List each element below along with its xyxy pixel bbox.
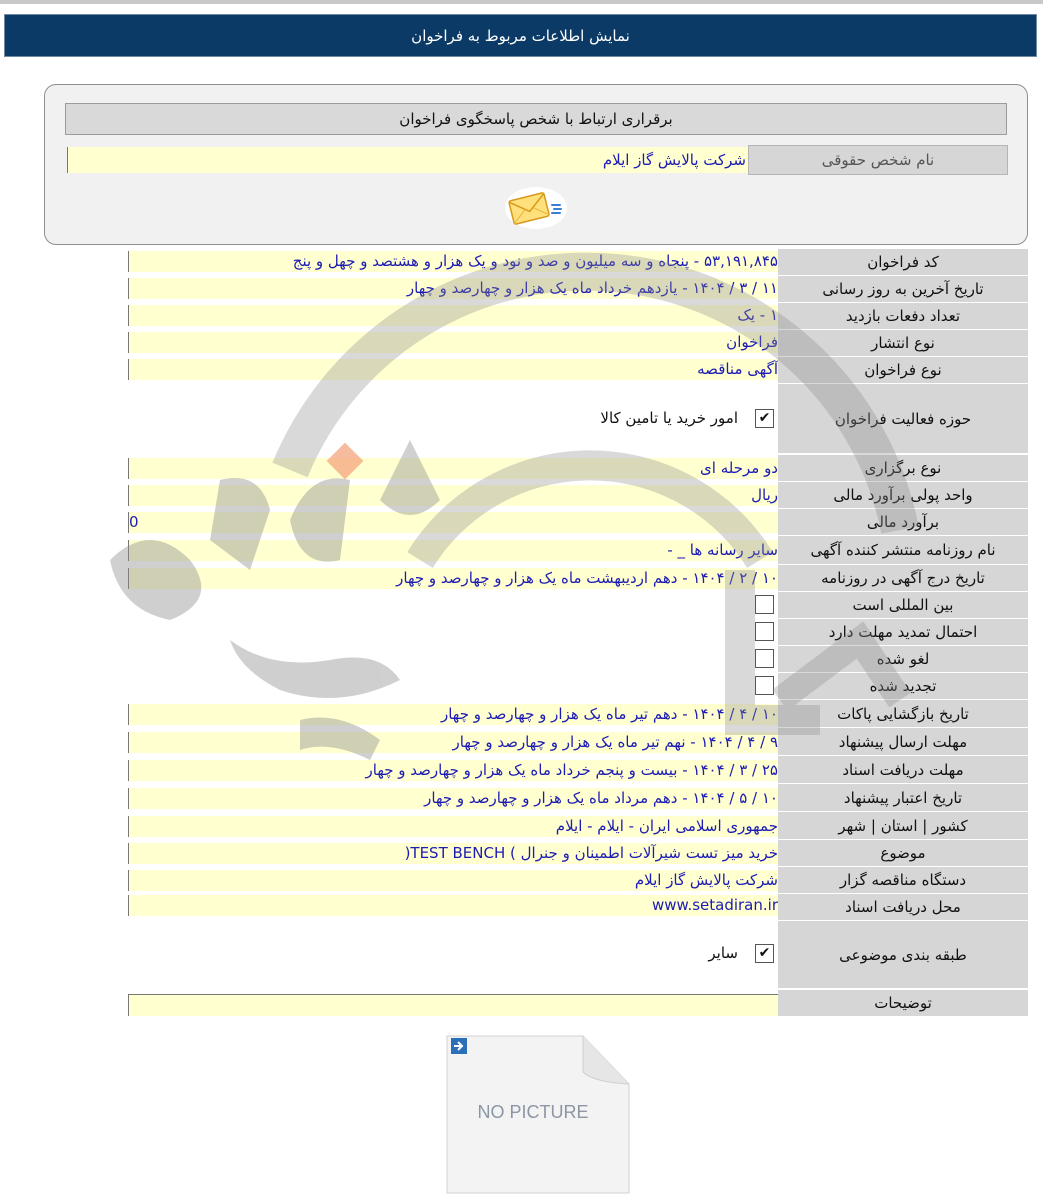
activity-checkbox[interactable]: ✔ [755, 409, 774, 428]
field-organizer [128, 867, 1028, 894]
page-header: نمایش اطلاعات مربوط به فراخوان [4, 14, 1037, 57]
field-value: 0 [128, 512, 778, 533]
field-updated [128, 276, 1028, 303]
field-value: شرکت پالایش گاز ایلام [128, 870, 778, 891]
field-value: ۱۱ / ۳ / ۱۴۰۴ - یازدهم خرداد ماه یک هزار و چهارصد و چهار [128, 278, 778, 299]
field-call-type [128, 357, 1028, 384]
envelope-icon[interactable] [503, 185, 569, 231]
field-label: تجدید شده [778, 673, 1028, 700]
field-label: لغو شده [778, 646, 1028, 673]
field-extension [128, 619, 1028, 646]
field-label: تعداد دفعات بازدید [778, 303, 1028, 330]
field-doc-place [128, 894, 1028, 921]
field-label: کشور | استان | شهر [778, 812, 1028, 840]
field-newspaper [128, 536, 1028, 565]
activity-option-label: امور خرید یا تامین کالا [600, 409, 738, 427]
field-label: مهلت ارسال پیشنهاد [778, 728, 1028, 756]
field-notes [128, 990, 1028, 1017]
field-label: نام روزنامه منتشر کننده آگهی [778, 536, 1028, 565]
field-doc-deadline [128, 756, 1028, 784]
field-bid-deadline [128, 728, 1028, 756]
field-estimate [128, 509, 1028, 536]
no-picture-placeholder [443, 1032, 633, 1197]
field-label: طبقه بندی موضوعی [778, 921, 1028, 989]
field-label: کد فراخوان [778, 249, 1028, 276]
field-value: جمهوری اسلامی ایران - ایلام - ایلام [128, 816, 778, 837]
field-value: دو مرحله ای [128, 458, 778, 479]
field-value: ۱۰ / ۲ / ۱۴۰۴ - دهم اردیبهشت ماه یک هزار و چهارصد و چهار [128, 568, 778, 589]
field-currency [128, 482, 1028, 509]
field-value: سایر رسانه ها _ - [128, 540, 778, 561]
contact-person-value: شرکت پالایش گاز ایلام [67, 147, 748, 173]
contact-panel [44, 84, 1028, 245]
field-ad-date [128, 565, 1028, 592]
category-option-label: سایر [708, 944, 738, 962]
field-value: ۵۳,۱۹۱,۸۴۵ - پنجاه و سه میلیون و صد و نود و یک هزار و هشتصد و چهل و پنج [128, 251, 778, 272]
cancelled-checkbox[interactable] [755, 649, 774, 668]
field-value: فراخوان [128, 332, 778, 353]
top-border [0, 0, 1043, 4]
field-value: ۱۰ / ۴ / ۱۴۰۴ - دهم تیر ماه یک هزار و چهارصد و چهار [128, 704, 778, 725]
field-value: آگهی مناقصه [128, 359, 778, 380]
field-label: واحد پولی برآورد مالی [778, 482, 1028, 509]
field-label: بین المللی است [778, 592, 1028, 619]
field-label: مهلت دریافت اسناد [778, 756, 1028, 784]
contact-title: برقراری ارتباط با شخص پاسخگوی فراخوان [65, 103, 1007, 135]
field-label: تاریخ بازگشایی پاکات [778, 700, 1028, 728]
field-value: ۱ - یک [128, 305, 778, 326]
field-label: تاریخ آخرین به روز رسانی [778, 276, 1028, 303]
no-picture-text: NO PICTURE [477, 1102, 589, 1122]
field-value: ریال [128, 485, 778, 506]
field-label: احتمال تمدید مهلت دارد [778, 619, 1028, 646]
contact-person-label: نام شخص حقوقی [748, 145, 1008, 175]
international-checkbox[interactable] [755, 595, 774, 614]
field-label: نوع فراخوان [778, 357, 1028, 384]
field-label: حوزه فعالیت فراخوان [778, 384, 1028, 454]
field-label: محل دریافت اسناد [778, 894, 1028, 921]
field-value: ۱۰ / ۵ / ۱۴۰۴ - دهم مرداد ماه یک هزار و چهارصد و چهار [128, 788, 778, 809]
field-category [128, 921, 1028, 989]
field-label: موضوع [778, 840, 1028, 867]
field-renewed [128, 673, 1028, 700]
field-label: نوع برگزاری [778, 455, 1028, 482]
renewed-checkbox[interactable] [755, 676, 774, 695]
field-value: ۹ / ۴ / ۱۴۰۴ - نهم تیر ماه یک هزار و چهارصد و چهار [128, 732, 778, 753]
field-value: www.setadiran.ir [128, 895, 778, 916]
field-cancelled [128, 646, 1028, 673]
field-label: تاریخ درج آگهی در روزنامه [778, 565, 1028, 592]
field-label: تاریخ اعتبار پیشنهاد [778, 784, 1028, 812]
field-visits [128, 303, 1028, 330]
field-location [128, 812, 1028, 840]
field-value [128, 994, 778, 1016]
field-value: ۲۵ / ۳ / ۱۴۰۴ - بیست و پنجم خرداد ماه یک هزار و چهارصد و چهار [128, 760, 778, 781]
field-opening [128, 700, 1028, 728]
field-label: دستگاه مناقصه گزار [778, 867, 1028, 894]
field-publish-type [128, 330, 1028, 357]
field-international [128, 592, 1028, 619]
field-code [128, 249, 1028, 276]
field-holding-type [128, 455, 1028, 482]
field-activity [128, 384, 1028, 454]
field-validity [128, 784, 1028, 812]
extension-checkbox[interactable] [755, 622, 774, 641]
category-checkbox[interactable]: ✔ [755, 944, 774, 963]
field-label: نوع انتشار [778, 330, 1028, 357]
field-subject [128, 840, 1028, 867]
field-label: توضیحات [778, 990, 1028, 1017]
field-value: خرید میز تست شیرآلات اطمینان و جنرال ) TEST BENCH( [128, 843, 778, 864]
field-label: برآورد مالی [778, 509, 1028, 536]
